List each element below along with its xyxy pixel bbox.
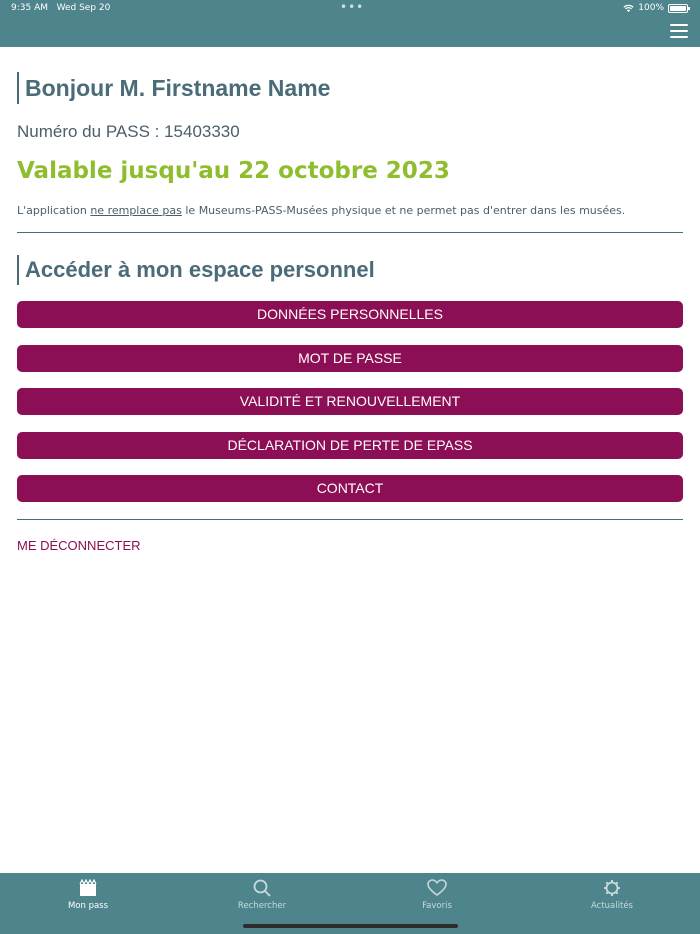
status-indicators — [623, 3, 688, 13]
tab-label: Rechercher — [237, 901, 287, 911]
tab-label: Favoris — [422, 901, 452, 911]
lost-pass-declaration-button[interactable]: DÉCLARATION DE PERTE DE EPASS — [17, 432, 683, 459]
divider — [17, 519, 683, 520]
top-bar — [0, 0, 700, 47]
status-time: 9:35 AM Wed Sep 20 — [11, 3, 111, 13]
disclaimer-note: L'application ne remplace pas le Museums-PASS-Musées physique et ne permet pas d'entrer dans les musées. — [17, 204, 626, 217]
validity-date: Valable jusqu'au 22 octobre 2023 — [17, 158, 450, 184]
multitasking-dots-icon[interactable]: ••• — [340, 0, 365, 14]
heart-icon — [427, 879, 447, 897]
logout-link[interactable]: ME DÉCONNECTER — [17, 537, 141, 553]
tab-label: Mon pass — [67, 901, 109, 911]
contact-button[interactable]: CONTACT — [17, 475, 683, 502]
pass-number: Numéro du PASS : 15403330 — [17, 122, 240, 141]
search-icon — [253, 879, 271, 897]
tab-label: Actualités — [591, 901, 633, 911]
tab-favoris[interactable] — [377, 879, 497, 911]
gear-icon — [603, 879, 621, 897]
personal-data-button[interactable]: DONNÉES PERSONNELLES — [17, 301, 683, 328]
main-content — [17, 72, 683, 553]
wifi-icon — [623, 4, 634, 13]
password-button[interactable]: MOT DE PASSE — [17, 345, 683, 372]
battery-percent: 100% — [638, 3, 664, 13]
home-indicator[interactable] — [243, 924, 458, 928]
tab-mon-pass[interactable] — [28, 879, 148, 911]
tab-rechercher[interactable] — [202, 879, 322, 911]
hamburger-menu-icon[interactable] — [670, 24, 688, 38]
pass-icon — [79, 879, 97, 897]
battery-icon — [668, 4, 688, 13]
section-title: Accéder à mon espace personnel — [17, 255, 683, 285]
tab-actualites[interactable] — [552, 879, 672, 911]
greeting-title: Bonjour M. Firstname Name — [17, 72, 683, 104]
validity-renewal-button[interactable]: VALIDITÉ ET RENOUVELLEMENT — [17, 388, 683, 415]
divider — [17, 232, 683, 233]
account-buttons — [17, 301, 683, 502]
